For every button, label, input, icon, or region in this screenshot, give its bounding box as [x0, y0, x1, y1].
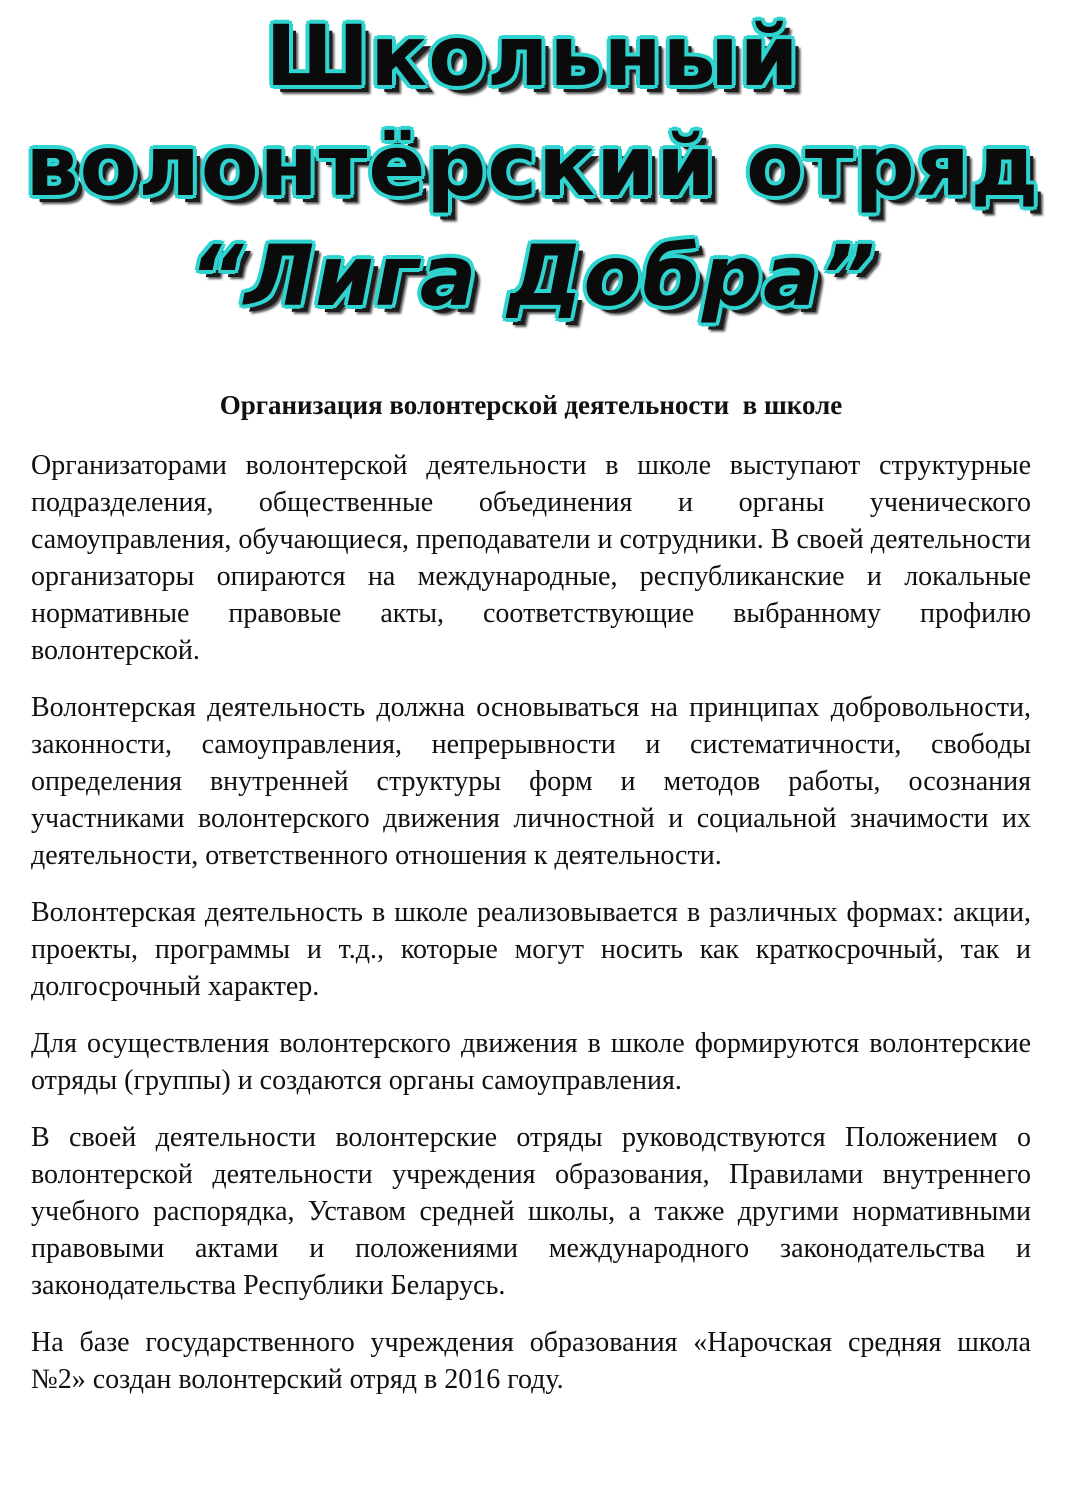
document-body — [31, 390, 1031, 1418]
paragraph-forms: Волонтерская деятельность в школе реализовывается в различных формах: акции, проекты, программы и т.д., которые могут носить как краткосрочный, так и долгосрочный характер. — [31, 897, 1031, 1002]
paragraph-principles: Волонтерская деятельность должна основываться на принципах добровольности, законности, самоуправления, непрерывности и систематичности, свободы определения внутренней структуры форм и методов работы, осознания участниками волонтерского движения личностной и социальной значимости их деятельности, ответственного отношения к деятельности. — [31, 692, 1031, 871]
paragraph-organizers: Организаторами волонтерской деятельности в школе выступают структурные подразделения, общественные объединения и органы ученического самоуправления, обучающиеся, преподаватели и сотрудники. В своей деятельности организаторы опираются на международные, республиканские и локальные нормативные правовые акты, соответствующие выбранному профилю волонтерской. — [31, 450, 1031, 666]
wordart-title — [0, 7, 1065, 325]
paragraph-regulations: В своей деятельности волонтерские отряды руководствуются Положением о волонтерской деятельности учреждения образования, Правилами внутреннего учебного распорядка, Уставом средней школы, а также другими нормативными правовыми актами и положениями международного законодательства и законодательства Республики Беларусь. — [31, 1122, 1031, 1301]
title-line-2: волонтёрский отряд — [25, 117, 1040, 215]
title-line-3: “Лига Добра” — [189, 227, 876, 325]
title-line-1: Школьный — [265, 7, 800, 105]
paragraph-founding: На базе государственного учреждения образования «Нарочская средняя школа №2» создан волонтерский отряд в 2016 году. — [31, 1327, 1031, 1395]
section-heading: Организация волонтерской деятельности в школе — [219, 390, 843, 420]
paragraph-squads: Для осуществления волонтерского движения в школе формируются волонтерские отряды (группы) и создаются органы самоуправления. — [31, 1028, 1031, 1096]
